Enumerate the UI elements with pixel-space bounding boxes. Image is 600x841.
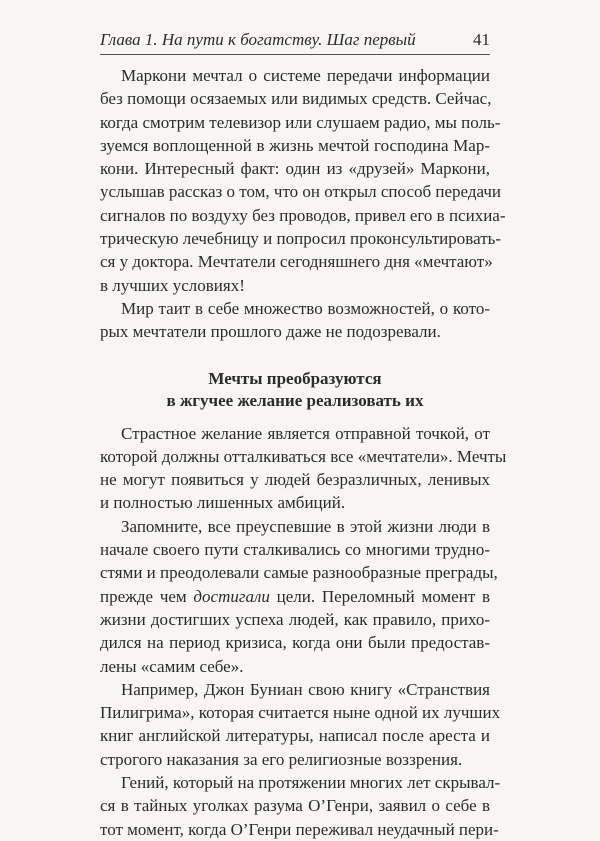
text-line-with-emphasis xyxy=(100,585,490,608)
text-fragment: цели. Переломный момент в xyxy=(269,586,491,606)
text-line: зуемся воплощенной в жизнь мечтой господина Мар- xyxy=(100,135,490,155)
text-line: Пилигрима», которая считается ныне одной их лучших xyxy=(100,703,501,723)
section-heading xyxy=(100,368,490,412)
chapter-title: Глава 1. На пути к богатству. Шаг первый xyxy=(100,30,416,49)
text-line: услышав рассказ о том, что он открыл способ передачи xyxy=(100,182,502,202)
text-line: не могут появиться у людей безразличных, ленивых xyxy=(100,470,490,490)
text-line: Запомните, все преуспевшие в этой жизни люди в xyxy=(121,516,490,536)
text-line: без помощи осязаемых или видимых средств. Сейчас, xyxy=(100,89,492,109)
text-line: и полностью лишенных амбиций. xyxy=(100,493,346,513)
heading-line: в жгучее желание реализовать их xyxy=(166,390,424,410)
text-line: когда смотрим телевизор или слушаем радио, мы поль- xyxy=(100,112,501,132)
text-line: жизни достигших успеха людей, как правило, прихо- xyxy=(100,609,490,629)
text-line: Маркони мечтал о системе передачи информации xyxy=(121,66,490,85)
paragraph xyxy=(100,64,506,297)
page-body xyxy=(100,64,507,841)
text-line: кони. Интересный факт: один из «друзей» Маркони, xyxy=(100,159,490,179)
text-line: Страстное желание является отправной точкой, от xyxy=(121,423,490,443)
emphasis-text: достигали xyxy=(193,586,270,606)
text-fragment: прежде чем xyxy=(100,586,194,606)
text-line: Мир таит в себе множество возможностей, о кото- xyxy=(121,298,490,318)
paragraph xyxy=(100,678,501,771)
text-line: строгого наказания за его религиозные воззрения. xyxy=(100,749,463,769)
text-line: тот момент, когда О’Генри переживал неудачный пери- xyxy=(100,819,499,839)
text-line: начале своего пути сталкивались со многими трудно- xyxy=(100,540,490,560)
text-line: лены «самим себе». xyxy=(100,656,244,676)
text-line: Например, Джон Буниан свою книгу «Странствия xyxy=(121,679,490,699)
text-line: ся у доктора. Мечтатели сегодняшнего дня «мечтают» xyxy=(100,252,493,272)
text-line: которой должны отталкиваться все «мечтатели». Мечты xyxy=(100,446,507,466)
text-line: сигналов по воздуху без проводов, привел его в психиа- xyxy=(100,205,506,225)
text-line: рых мечтатели прошлого даже не подозревали. xyxy=(100,322,441,342)
text-line: дился на период кризиса, когда они были предостав- xyxy=(100,633,490,653)
text-line: в лучших условиях! xyxy=(100,275,245,295)
text-line: Гений, который на протяжении многих лет скрывал- xyxy=(121,773,501,793)
paragraph xyxy=(100,422,507,515)
heading-line: Мечты преобразуются xyxy=(208,368,382,388)
text-line: стями и преодолевали самые разнообразные преграды, xyxy=(100,563,498,583)
page-number: 41 xyxy=(473,30,490,49)
running-header xyxy=(100,30,490,55)
paragraph xyxy=(100,771,501,841)
text-line: трическую лечебницу и попросил проконсультировать- xyxy=(100,229,502,249)
paragraph xyxy=(100,297,490,344)
paragraph xyxy=(100,515,498,678)
text-line: книг английской литературы, написал после ареста и xyxy=(100,726,490,746)
text-line: ся в тайных уголках разума О’Генри, заявил о себе в xyxy=(100,796,490,816)
